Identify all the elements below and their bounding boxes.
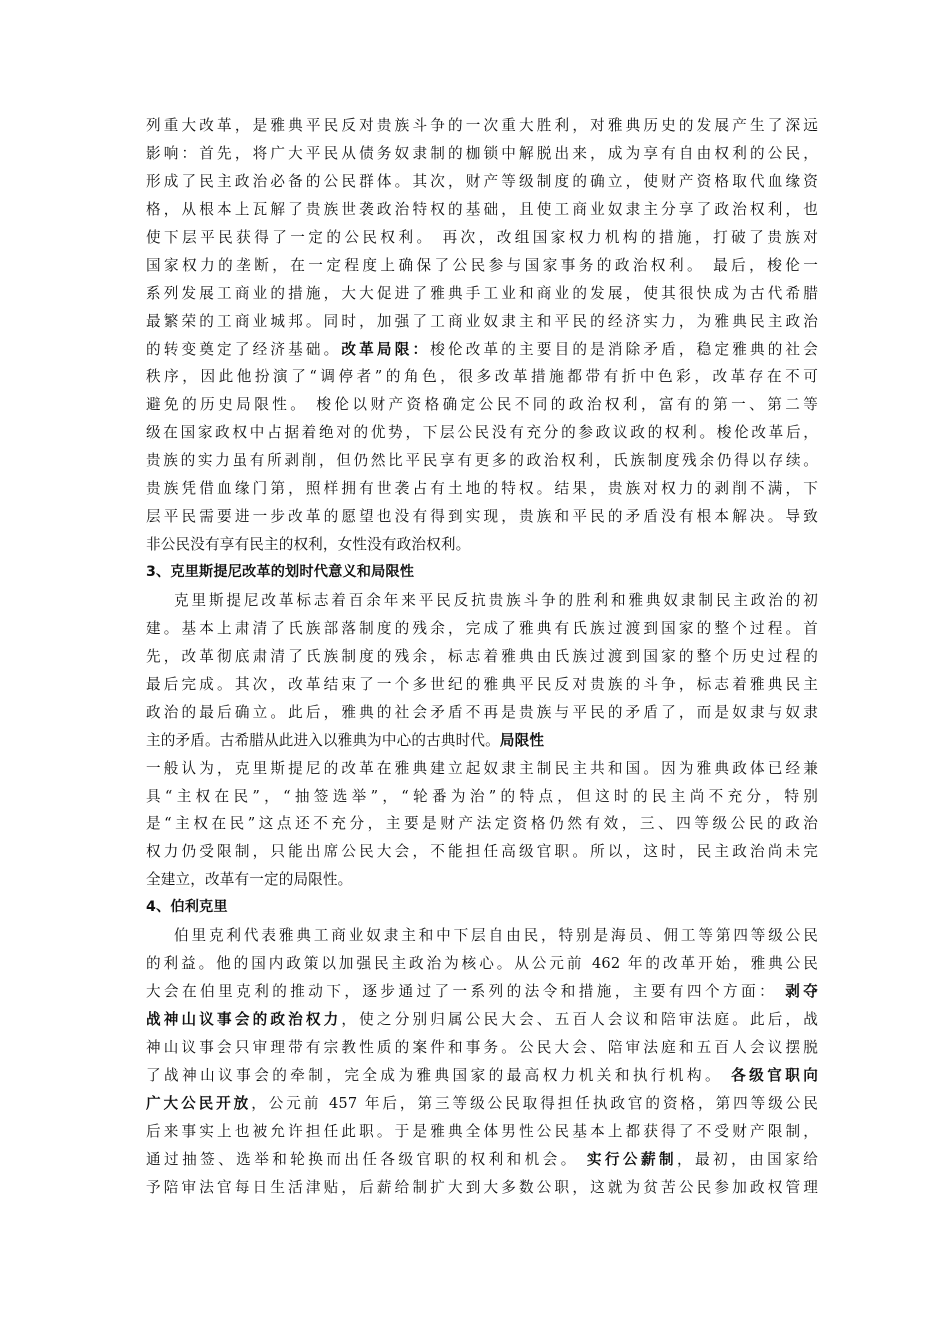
text-line: 形成了民主政治必备的公民群体。其次，财产等级制度的确立，使财产资格取代血缘资 <box>146 172 818 190</box>
limitations-label: 局限性 <box>499 731 545 749</box>
reform-limits-label: 改革局限： <box>341 340 431 358</box>
emphasis-run: 剥夺 <box>785 983 818 1001</box>
text-line: 避免的历史局限性。 梭伦以财产资格确定公民不同的政治权利，富有的第一、第二等 <box>146 396 818 414</box>
text-line: 伯里克利代表雅典工商业奴隶主和中下层自由民，特别是海员、佣工等第四等级公民 <box>174 927 818 945</box>
text-line: 影响：首先，将广大平民从债务奴隶制的枷锁中解脱出来，成为享有自由权利的公民， <box>146 144 818 162</box>
text-line: 系列发展工商业的措施，大大促进了雅典手工业和商业的发展，使其很快成为古代希腊 <box>146 284 818 302</box>
text-run: 梭伦改革的主要目的是消除矛盾，稳定雅典的社会 <box>430 340 818 358</box>
text-line <box>146 1062 818 1090</box>
text-line: 级在国家政权中占据着绝对的优势，下层公民没有充分的参政议政的权利。梭伦改革后， <box>146 424 818 442</box>
text-line: 克里斯提尼改革标志着百余年来平民反抗贵族斗争的胜利和雅典奴隶制民主政治的初 <box>174 591 818 609</box>
text-run: 大会在伯里克利的推动下，逐步通过了一系列的法令和措施，主要有四个方面： <box>146 983 786 1001</box>
text-line <box>146 1146 818 1174</box>
text-line <box>146 978 818 1006</box>
text-run: ，使之分别归属公民大会、五百人会议和陪审法庭。此后，战 <box>341 1011 818 1028</box>
text-line: 最后完成。其次，改革结束了一个多世纪的雅典平民反对贵族的斗争，标志着雅典民主 <box>146 675 818 693</box>
text-line: 政治的最后确立。此后，雅典的社会矛盾不再是贵族与平民的矛盾了，而是奴隶与奴隶 <box>146 703 818 721</box>
text-line: 一般认为，克里斯提尼的改革在雅典建立起奴隶主制民主共和国。因为雅典政体已经兼 <box>146 759 818 777</box>
emphasis-run: 实行公薪制 <box>586 1150 678 1168</box>
text-line: 权力仍受限制，只能出席公民大会，不能担任高级官职。所以，这时，民主政治尚未完 <box>146 843 818 861</box>
document-page <box>146 112 818 1202</box>
emphasis-run: 广大公民开放 <box>146 1094 252 1112</box>
cleisthenes-paragraph <box>146 587 818 894</box>
text-line <box>146 1090 818 1118</box>
text-line: 秩序，因此他扮演了“调停者”的角色，很多改革措施都带有折中色彩，改革存在不可 <box>146 368 818 386</box>
text-line <box>146 727 818 755</box>
text-line: 列重大改革，是雅典平民反对贵族斗争的一次重大胜利，对雅典历史的发展产生了深远 <box>146 117 818 134</box>
text-line: 具“主权在民”，“抽签选举”，“轮番为治”的特点，但这时的民主尚不充分，特别 <box>146 787 818 805</box>
text-line: 非公民没有享有民主的权利，女性没有政治权利。 <box>146 536 471 554</box>
text-line: 使下层平民获得了一定的公民权利。 再次，改组国家权力机构的措施，打破了贵族对 <box>146 228 818 246</box>
text-line: 层平民需要进一步改革的愿望也没有得到实现，贵族和平民的矛盾没有根本解决。导致 <box>146 508 818 526</box>
text-run: 通过抽签、选举和轮换而出任各级官职的权利和机会。 <box>146 1150 587 1168</box>
text-line: 建。基本上肃清了氏族部落制度的残余，完成了雅典有氏族过渡到国家的整个过程。首 <box>146 619 818 637</box>
text-line: 格，从根本上瓦解了贵族世袭政治特权的基础，且使工商业奴隶主分享了政治权利，也 <box>146 200 818 218</box>
text-line: 贵族的实力虽有所剥削，但仍然比平民享有更多的政治权利，氏族制度残余仍得以存续。 <box>146 452 818 470</box>
text-line: 国家权力的垄断，在一定程度上确保了公民参与国家事务的政治权利。 最后，梭伦一 <box>146 256 818 274</box>
text-line <box>146 1006 818 1034</box>
emphasis-run: 战神山议事会的政治权力 <box>146 1011 342 1028</box>
text-line: 是“主权在民”这点还不充分，主要是财产法定资格仍然有效，三、四等级公民的政治 <box>146 815 818 833</box>
text-line: 的利益。他的国内政策以加强民主政治为核心。从公元前 462 年的改革开始，雅典公民 <box>146 955 818 973</box>
text-run: ，公元前 457 年后，第三等级公民取得担任执政官的资格，第四等级公民 <box>251 1094 818 1112</box>
solon-reform-paragraph <box>146 112 818 559</box>
text-line: 贵族凭借血缘门第，照样拥有世袭占有土地的特权。结果，贵族对权力的剥削不满，下 <box>146 480 818 498</box>
text-run: ，最初，由国家给 <box>677 1150 818 1168</box>
text-run: 的转变奠定了经济基础。 <box>146 340 342 358</box>
text-line: 神山议事会只审理带有宗教性质的案件和事务。公民大会、陪审法庭和五百人会议摆脱 <box>146 1038 818 1056</box>
section-heading-cleisthenes: 3、克里斯提尼改革的划时代意义和局限性 <box>146 564 415 580</box>
emphasis-run: 各级官职向 <box>731 1066 818 1084</box>
text-line: 全建立，改革有一定的局限性。 <box>146 871 353 889</box>
text-line <box>146 336 818 364</box>
section-heading-pericles: 4、伯利克里 <box>146 899 228 916</box>
text-run: 了战神山议事会的牵制，完全成为雅典国家的最高权力机关和执行机构。 <box>146 1066 732 1084</box>
text-line: 后来事实上也被允许担任此职。于是雅典全体男性公民基本上都获得了不受财产限制， <box>146 1122 818 1140</box>
text-run: 主的矛盾。古希腊从此进入以雅典为中心的古典时代。 <box>146 731 500 749</box>
pericles-paragraph <box>146 922 818 1201</box>
text-line: 最繁荣的工商业城邦。同时，加强了工商业奴隶主和平民的经济实力，为雅典民主政治 <box>146 312 818 330</box>
text-line: 予陪审法官每日生活津贴，后薪给制扩大到大多数公职，这就为贫苦公民参加政权管理 <box>146 1178 818 1196</box>
text-line: 先，改革彻底肃清了氏族制度的残余，标志着雅典由氏族过渡到国家的整个历史过程的 <box>146 647 818 665</box>
